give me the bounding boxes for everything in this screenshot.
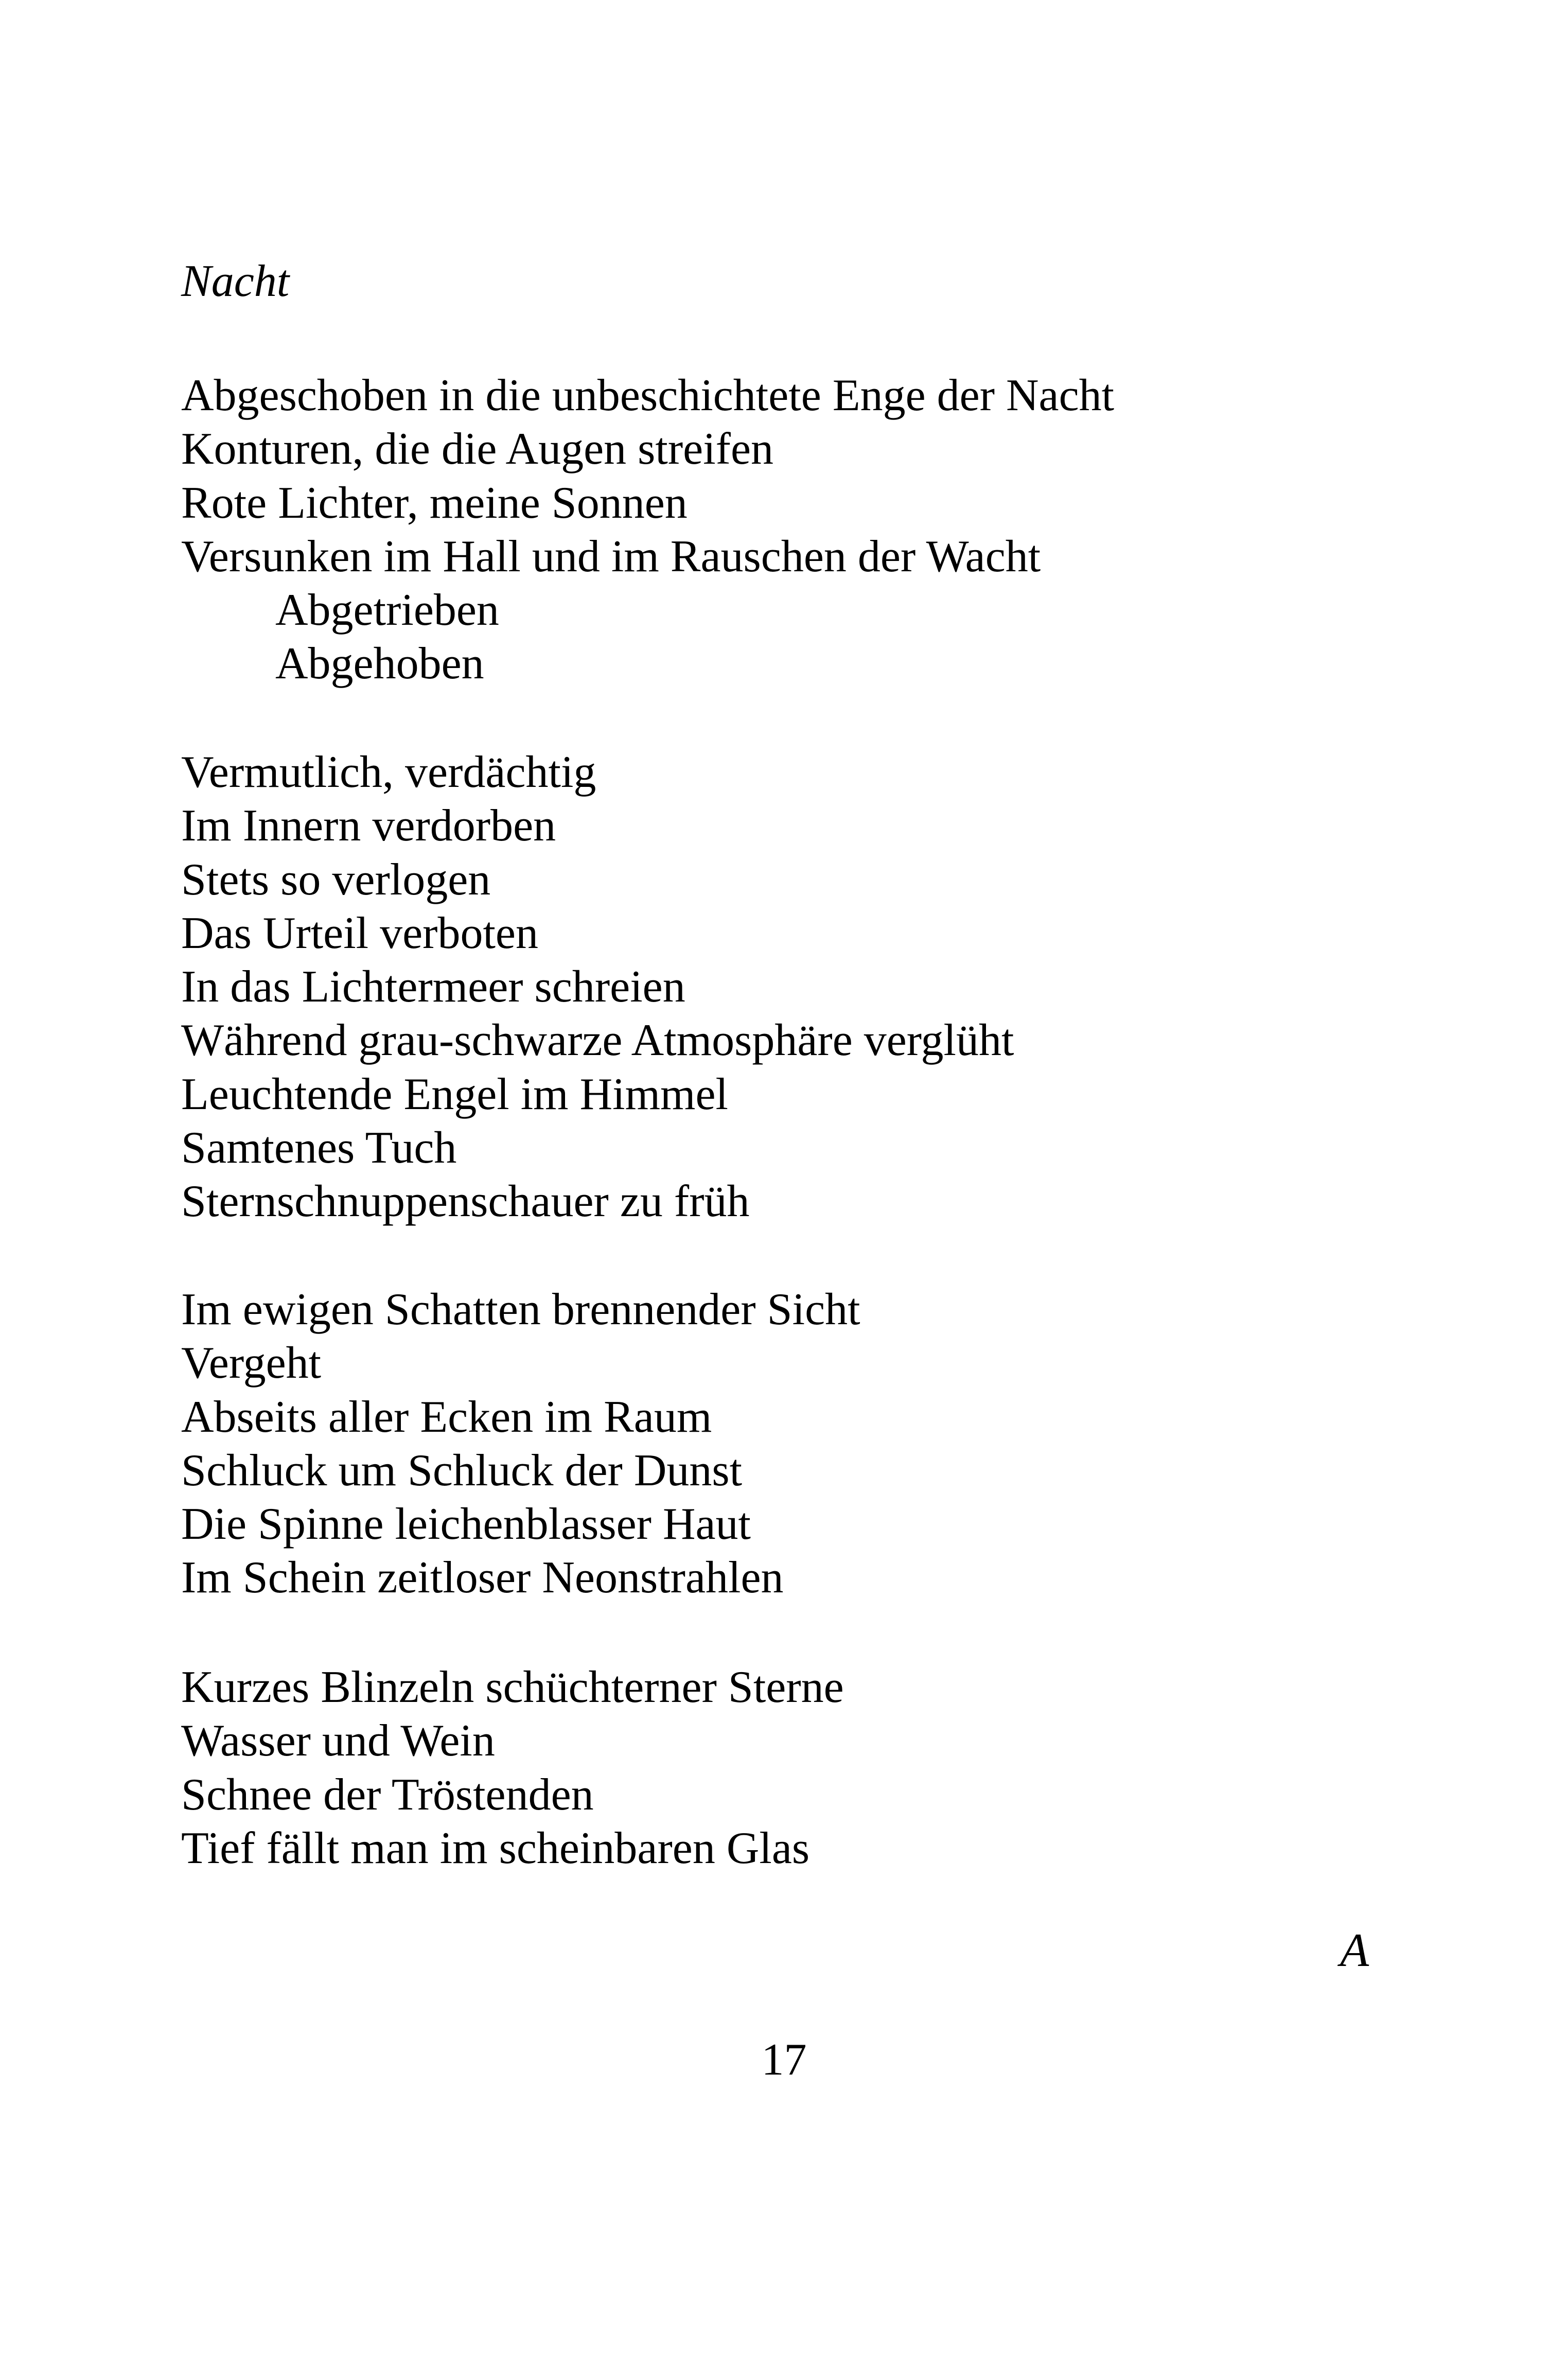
poem-line: Konturen, die die Augen streifen [181,424,774,475]
poem-line: Kurzes Blinzeln schüchterner Sterne [181,1662,844,1712]
poem-line: Schluck um Schluck der Dunst [181,1445,743,1496]
poem-line: Während grau-schwarze Atmosphäre verglüht [181,1015,1014,1066]
author-signature: A [1340,1924,1369,1976]
poem-line: Abgeschoben in die unbeschichtete Enge der Nacht [181,371,1115,420]
stanza-2 [181,746,1014,1229]
poem-line: Tief fällt man im scheinbaren Glas [181,1823,810,1873]
poem-line: Im ewigen Schatten brennender Sicht [181,1285,860,1334]
stanza-4 [181,1661,844,1875]
poem-line: Stets so verlogen [181,854,491,905]
poem-line: Versunken im Hall und im Rauschen der Wacht [181,531,1041,582]
poem-line: Wasser und Wein [181,1716,495,1766]
poem-line: Die Spinne leichenblasser Haut [181,1499,751,1550]
poem-line: Leuchtende Engel im Himmel [181,1069,729,1119]
poem-line: Das Urteil verboten [181,908,538,958]
poem-line: In das Lichtermeer schreien [181,962,685,1012]
poem-line: Vermutlich, verdächtig [181,747,596,797]
poem-line: Abseits aller Ecken im Raum [181,1392,712,1442]
poem-line: Schnee der Tröstenden [181,1769,594,1820]
stanza-3 [181,1283,860,1605]
poem-title: Nacht [181,256,290,306]
poem-line: Im Schein zeitloser Neonstrahlen [181,1553,784,1603]
poem-line-indented: Abgehoben [275,639,484,689]
page-number: 17 [761,2035,807,2085]
poem-line-indented: Abgetrieben [275,585,499,636]
poem-line: Vergeht [181,1338,322,1389]
poem-line: Sternschnuppenschauer zu früh [181,1176,750,1227]
poem-line: Samtenes Tuch [181,1123,457,1173]
poem-line: Im Innern verdorben [181,801,556,851]
poem-line: Rote Lichter, meine Sonnen [181,478,688,528]
stanza-1 [181,369,1114,691]
